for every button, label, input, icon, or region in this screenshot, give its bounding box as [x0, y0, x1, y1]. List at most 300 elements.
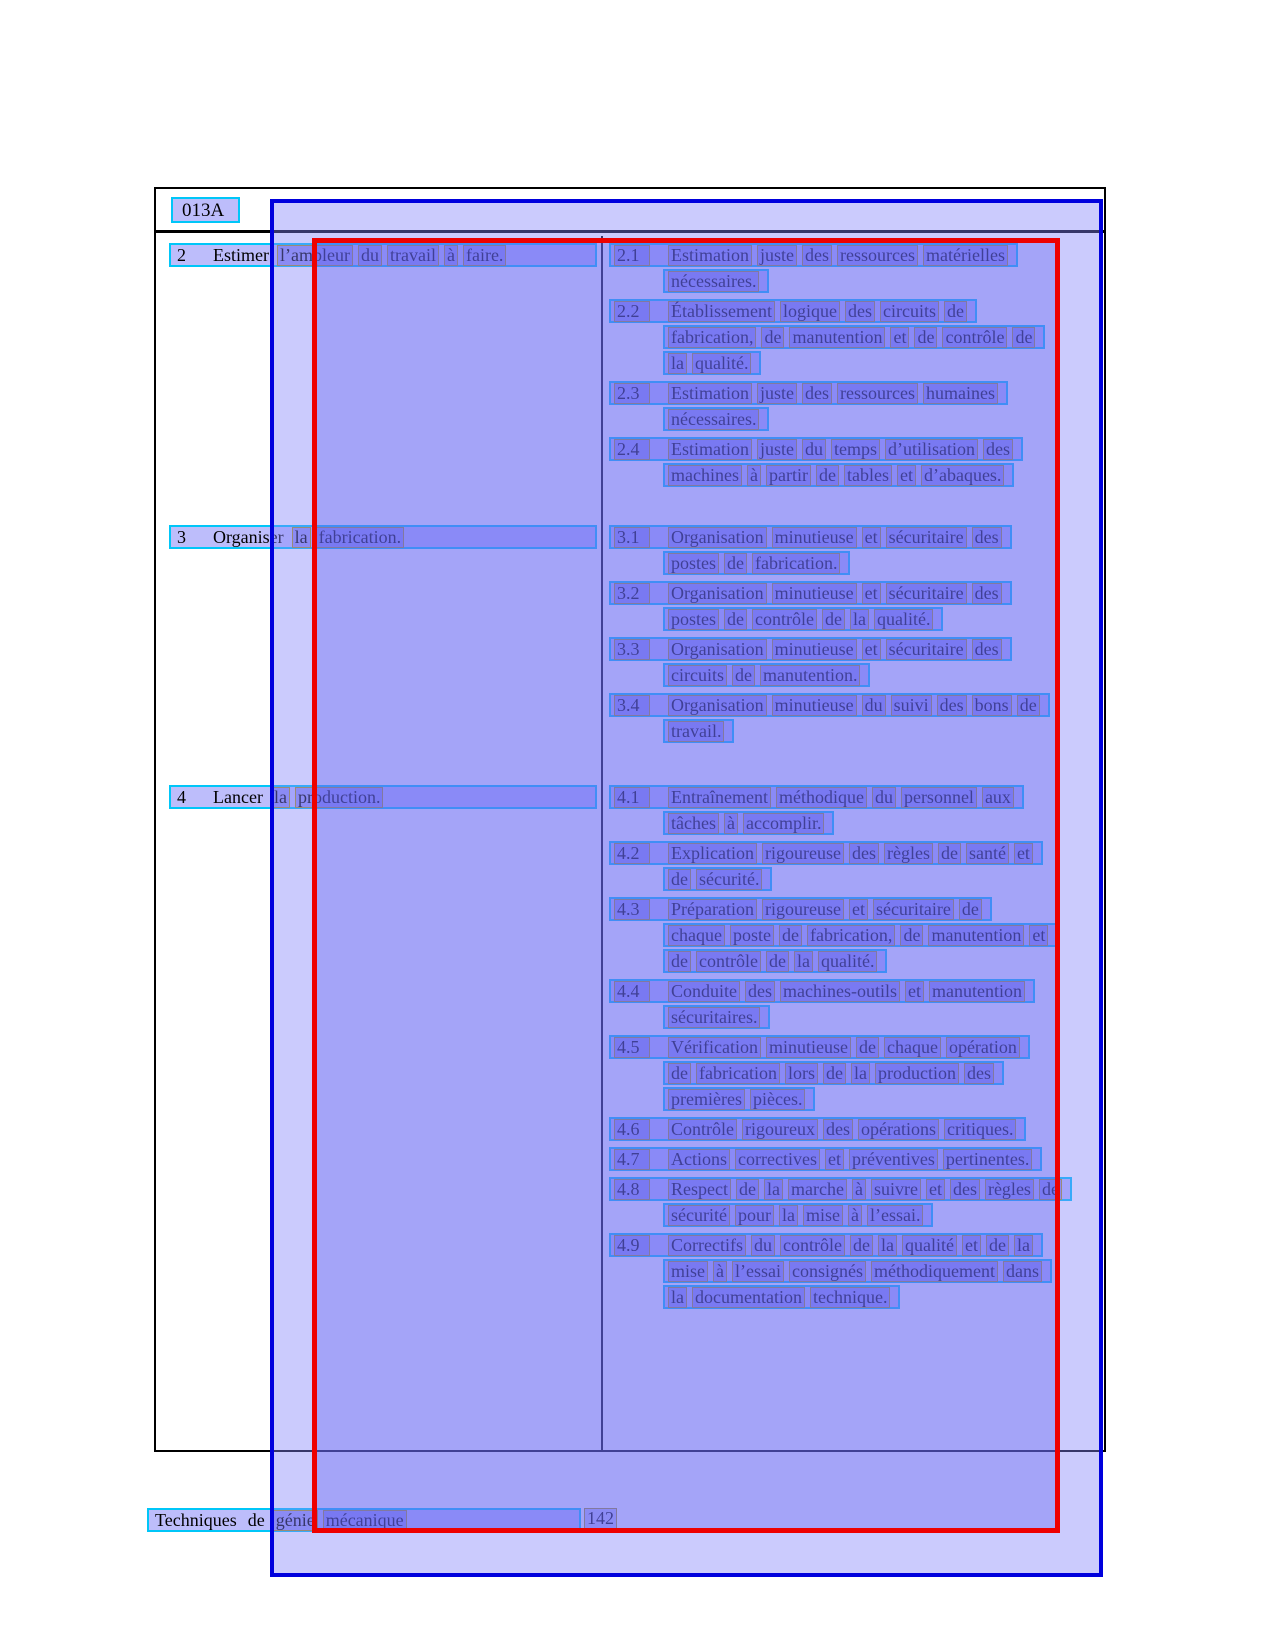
element-number: 3.1 [614, 527, 650, 548]
ocr-line-box [663, 269, 769, 293]
ocr-word-box: la [779, 1205, 798, 1226]
ocr-word-box: faire. [463, 245, 506, 266]
ocr-word-box: sécuritaire [886, 583, 967, 604]
ocr-word-box: et [825, 1149, 844, 1170]
ocr-word-box: technique. [810, 1287, 890, 1308]
ocr-word-box: qualité. [874, 609, 933, 630]
ocr-word-box: du [802, 439, 826, 460]
element-item [609, 299, 1104, 377]
ocr-word-box: critiques. [944, 1119, 1016, 1140]
ocr-word-box: fabrication. [316, 527, 404, 548]
ocr-word-box: de [1012, 327, 1035, 348]
text-line [609, 407, 1104, 433]
text-line [609, 299, 1104, 325]
ocr-word-box: de [816, 465, 839, 486]
ocr-line-box [663, 351, 761, 375]
ocr-word-box: des [802, 245, 832, 266]
ocr-word-box: pièces. [750, 1089, 805, 1110]
ocr-line-box [169, 785, 597, 809]
element-number: 4.8 [614, 1179, 650, 1200]
ocr-line-box [663, 949, 887, 973]
ocr-word-box: Organisation [668, 695, 767, 716]
ocr-word-box: minutieuse [766, 1037, 851, 1058]
ocr-word-box: fabrication, [668, 327, 756, 348]
ocr-word-box: de [736, 1179, 759, 1200]
ocr-line-box [609, 243, 1018, 267]
ocr-word-box: Estimer [213, 244, 269, 265]
ocr-word-box: Organisation [668, 527, 767, 548]
ocr-word-box: Organisation [668, 639, 767, 660]
text-line [609, 381, 1104, 407]
ocr-word-box: production. [295, 787, 384, 808]
text-line [609, 1087, 1104, 1113]
ocr-word-box: fabrication [696, 1063, 780, 1084]
element-number: 4.4 [614, 981, 650, 1002]
element-item [609, 979, 1104, 1031]
ocr-word-box: de [668, 951, 691, 972]
ocr-word-box: et [862, 583, 881, 604]
ocr-word-box: à [747, 465, 761, 486]
ocr-word-box: des [972, 583, 1002, 604]
column-divider [601, 236, 603, 1450]
ocr-word-box: pertinentes. [943, 1149, 1032, 1170]
ocr-line-box [609, 1177, 1072, 1201]
ocr-word-box: de [856, 1037, 879, 1058]
ocr-word-box: des [823, 1119, 853, 1140]
ocr-word-box: rigoureuse [762, 843, 844, 864]
text-line [609, 897, 1104, 923]
ocr-word-box: Correctifs [668, 1235, 746, 1256]
ocr-word-box: de [959, 899, 982, 920]
text-line [609, 663, 1104, 689]
ocr-word-box: des [983, 439, 1013, 460]
ocr-word-box: de [823, 1063, 846, 1084]
text-line [609, 325, 1104, 351]
competency-code: 013A [182, 199, 225, 221]
text-line [609, 1285, 1104, 1311]
ocr-word-box: à [848, 1205, 862, 1226]
ocr-word-box: l’essai [732, 1261, 784, 1282]
text-line [609, 719, 1104, 745]
ocr-word-box: des [937, 695, 967, 716]
ocr-word-box: de [668, 869, 691, 890]
ocr-line-box [663, 1285, 900, 1309]
ocr-line-box [663, 923, 1058, 947]
element-item [609, 437, 1104, 489]
ocr-word-box: sécuritaire [886, 639, 967, 660]
ocr-word-box: l’essai. [867, 1205, 923, 1226]
ocr-word-box: manutention [789, 327, 885, 348]
element-number: 4.5 [614, 1037, 650, 1058]
ocr-word-box: de [914, 327, 937, 348]
ocr-word-box: de [944, 301, 967, 322]
ocr-word-box: machines-outils [780, 981, 900, 1002]
ocr-line-box [609, 1035, 1030, 1059]
ocr-word-box: suivi [891, 695, 932, 716]
text-line [609, 693, 1104, 719]
ocr-word-box: de [724, 609, 747, 630]
ocr-word-box: minutieuse [772, 639, 857, 660]
text-line [609, 1177, 1104, 1203]
ocr-word-box: de [732, 665, 755, 686]
element-item [609, 1117, 1104, 1143]
ocr-word-box: de [779, 925, 802, 946]
ocr-line-box [663, 607, 943, 631]
section-row [156, 785, 1104, 1315]
ocr-word-box: premières [668, 1089, 745, 1110]
ocr-word-box: méthodique [776, 787, 867, 808]
footer-title-box [147, 1508, 581, 1532]
text-line [609, 1035, 1104, 1061]
ocr-word-box: lors [785, 1063, 818, 1084]
ocr-word-box: la [878, 1235, 897, 1256]
ocr-word-box: de [986, 1235, 1009, 1256]
ocr-word-box: postes [668, 609, 719, 630]
ocr-word-box: travail [387, 245, 439, 266]
ocr-word-box: préventives [849, 1149, 938, 1170]
text-line [609, 979, 1104, 1005]
ocr-word-box: santé [966, 843, 1009, 864]
ocr-word-box: circuits [668, 665, 727, 686]
ocr-word-box: logique [780, 301, 840, 322]
ocr-word-box: la [794, 951, 813, 972]
ocr-word-box: des [950, 1179, 980, 1200]
ocr-word-box: qualité. [818, 951, 877, 972]
ocr-word-box: des [964, 1063, 994, 1084]
ocr-word-box: temps [831, 439, 880, 460]
ocr-word-box: manutention. [760, 665, 860, 686]
ocr-word-box: Entraînement [668, 787, 771, 808]
ocr-word-box: sécuritaire [886, 527, 967, 548]
ocr-line-box [169, 243, 597, 267]
text-line [169, 525, 597, 551]
table-body [156, 236, 1104, 1450]
text-line [609, 437, 1104, 463]
element-item [609, 897, 1104, 975]
ocr-word-box: à [713, 1261, 727, 1282]
ocr-word-box: qualité. [692, 353, 751, 374]
ocr-word-box: fabrication. [752, 553, 840, 574]
element-item [609, 1147, 1104, 1173]
ocr-word-box: minutieuse [772, 527, 857, 548]
ocr-word-box: Organisation [668, 583, 767, 604]
text-line [609, 1203, 1104, 1229]
section-row [156, 525, 1104, 749]
ocr-line-box [609, 979, 1035, 1003]
ocr-line-box [609, 637, 1012, 661]
ocr-line-box [609, 897, 992, 921]
ocr-word-box: Explication [668, 843, 757, 864]
section-elements-cell [601, 525, 1104, 749]
ocr-word-box: la [668, 353, 687, 374]
text-line [609, 1233, 1104, 1259]
element-number: 3.3 [614, 639, 650, 660]
ocr-word-box: tables [844, 465, 892, 486]
ocr-word-box: méthodiquement [871, 1261, 998, 1282]
text-line [609, 1005, 1104, 1031]
ocr-word-box: consignés [789, 1261, 866, 1282]
ocr-word-box: tâches [668, 813, 719, 834]
text-line [609, 1061, 1104, 1087]
element-item [609, 243, 1104, 295]
ocr-word-box: de [938, 843, 961, 864]
ocr-word-box: ressources [837, 245, 918, 266]
ocr-word-box: et [849, 899, 868, 920]
element-number: 2.1 [614, 245, 650, 266]
table-header-row [156, 189, 1104, 233]
text-line [609, 351, 1104, 377]
footer-title-word: génie [273, 1510, 318, 1531]
ocr-word-box: chaque [884, 1037, 941, 1058]
ocr-word-box: des [845, 301, 875, 322]
text-line [609, 949, 1104, 975]
section-label-cell [156, 525, 601, 551]
ocr-word-box: de [822, 609, 845, 630]
ocr-word-box: contrôle [752, 609, 817, 630]
ocr-word-box: et [897, 465, 916, 486]
ocr-word-box: et [1029, 925, 1048, 946]
ocr-word-box: d’utilisation [885, 439, 978, 460]
ocr-word-box: règles [985, 1179, 1034, 1200]
ocr-line-box [609, 1233, 1043, 1257]
ocr-word-box: et [1014, 843, 1033, 864]
ocr-word-box: de [668, 1063, 691, 1084]
ocr-line-box [609, 525, 1012, 549]
ocr-word-box: et [862, 639, 881, 660]
text-line [609, 811, 1104, 837]
ocr-word-box: bons [972, 695, 1012, 716]
ocr-word-box: des [745, 981, 775, 1002]
ocr-line-box [663, 663, 870, 687]
section-number: 4 [177, 786, 186, 807]
ocr-line-box [609, 581, 1012, 605]
ocr-word-box: Établissement [668, 301, 775, 322]
ocr-word-box: Estimation [668, 439, 752, 460]
element-number: 4.6 [614, 1119, 650, 1140]
ocr-word-box: à [444, 245, 458, 266]
element-number: 2.3 [614, 383, 650, 404]
ocr-line-box [663, 1259, 1052, 1283]
ocr-word-box: travail. [668, 721, 724, 742]
text-line [609, 785, 1104, 811]
text-line [609, 269, 1104, 295]
ocr-word-box: Organiser [213, 526, 284, 547]
ocr-word-box: Estimation [668, 383, 752, 404]
ocr-line-box [663, 463, 1014, 487]
text-line [609, 607, 1104, 633]
ocr-line-box [171, 197, 240, 223]
ocr-word-box: et [905, 981, 924, 1002]
ocr-word-box: juste [757, 439, 797, 460]
ocr-line-box [609, 437, 1023, 461]
ocr-line-box [663, 719, 734, 743]
ocr-word-box: juste [757, 245, 797, 266]
ocr-line-box [663, 811, 834, 835]
text-line [609, 867, 1104, 893]
section-number: 2 [177, 244, 186, 265]
ocr-word-box: de [1039, 1179, 1062, 1200]
ocr-word-box: et [890, 327, 909, 348]
text-line [609, 243, 1104, 269]
ocr-word-box: nécessaires. [668, 271, 759, 292]
text-line [609, 581, 1104, 607]
ocr-word-box: à [724, 813, 738, 834]
ocr-word-box: poste [730, 925, 774, 946]
section-number: 3 [177, 526, 186, 547]
ocr-word-box: marche [788, 1179, 847, 1200]
ocr-word-box: pour [735, 1205, 774, 1226]
ocr-word-box: accomplir. [743, 813, 824, 834]
ocr-word-box: à [852, 1179, 866, 1200]
sections-container [156, 236, 1104, 1315]
ocr-word-box: mise [803, 1205, 843, 1226]
ocr-word-box: rigoureux [742, 1119, 818, 1140]
ocr-word-box: d’abaques. [921, 465, 1004, 486]
ocr-word-box: du [862, 695, 886, 716]
ocr-word-box: de [766, 951, 789, 972]
ocr-word-box: matérielles [923, 245, 1008, 266]
element-number: 4.9 [614, 1235, 650, 1256]
text-line [169, 785, 597, 811]
ocr-word-box: et [862, 527, 881, 548]
ocr-word-box: contrôle [780, 1235, 845, 1256]
ocr-word-box: de [1017, 695, 1040, 716]
text-line [609, 463, 1104, 489]
ocr-word-box: partir [766, 465, 811, 486]
ocr-line-box [663, 407, 769, 431]
ocr-word-box: rigoureuse [762, 899, 844, 920]
ocr-word-box: mise [668, 1261, 708, 1282]
ocr-word-box: et [926, 1179, 945, 1200]
ocr-line-box [609, 785, 1024, 809]
element-number: 2.4 [614, 439, 650, 460]
ocr-word-box: sécurité [668, 1205, 730, 1226]
footer-title-word: de [247, 1509, 265, 1530]
ocr-line-box [663, 1005, 770, 1029]
ocr-word-box: postes [668, 553, 719, 574]
ocr-word-box: Conduite [668, 981, 740, 1002]
text-line [609, 551, 1104, 577]
ocr-word-box: des [972, 527, 1002, 548]
ocr-word-box: juste [757, 383, 797, 404]
ocr-word-box: documentation [692, 1287, 805, 1308]
ocr-word-box: manutention [928, 925, 1024, 946]
ocr-line-box [663, 551, 850, 575]
ocr-line-box [663, 325, 1045, 349]
element-number: 4.1 [614, 787, 650, 808]
ocr-word-box: la [271, 787, 290, 808]
ocr-word-box: Respect [668, 1179, 731, 1200]
ocr-word-box: ressources [837, 383, 918, 404]
ocr-word-box: du [872, 787, 896, 808]
ocr-word-box: de [724, 553, 747, 574]
ocr-word-box: la [292, 527, 311, 548]
text-line [609, 923, 1104, 949]
ocr-word-box: du [358, 245, 382, 266]
ocr-word-box: Actions [668, 1149, 730, 1170]
ocr-line-box [609, 1147, 1042, 1171]
ocr-word-box: sécuritaires. [668, 1007, 760, 1028]
text-line [609, 1147, 1104, 1173]
ocr-word-box: qualité [902, 1235, 957, 1256]
ocr-line-box [609, 693, 1050, 717]
ocr-word-box: Estimation [668, 245, 752, 266]
ocr-word-box: fabrication, [807, 925, 895, 946]
element-item [609, 381, 1104, 433]
ocr-word-box: Vérification [668, 1037, 761, 1058]
footer-title-word: mécanique [323, 1510, 407, 1531]
ocr-word-box: dans [1003, 1261, 1042, 1282]
element-number: 4.3 [614, 899, 650, 920]
footer-title-word: Techniques [155, 1509, 237, 1530]
element-number: 2.2 [614, 301, 650, 322]
ocr-line-box [609, 299, 977, 323]
ocr-word-box: des [849, 843, 879, 864]
element-number: 4.2 [614, 843, 650, 864]
ocr-line-box [169, 525, 597, 549]
ocr-word-box: opération [946, 1037, 1020, 1058]
ocr-line-box [609, 1117, 1026, 1141]
ocr-word-box: opérations [858, 1119, 939, 1140]
ocr-line-box [663, 1087, 815, 1111]
ocr-word-box: suivre [871, 1179, 921, 1200]
element-item [609, 637, 1104, 689]
ocr-word-box: contrôle [942, 327, 1007, 348]
page-footer [147, 1508, 622, 1532]
ocr-word-box: aux [982, 787, 1014, 808]
ocr-line-box [663, 867, 772, 891]
ocr-word-box: la [764, 1179, 783, 1200]
ocr-word-box: des [972, 639, 1002, 660]
section-label-cell [156, 785, 601, 811]
text-line [169, 243, 597, 269]
ocr-word-box: de [900, 925, 923, 946]
ocr-word-box: contrôle [696, 951, 761, 972]
element-item [609, 581, 1104, 633]
text-line [609, 1259, 1104, 1285]
ocr-word-box: chaque [668, 925, 725, 946]
section-elements-cell [601, 785, 1104, 1315]
element-item [609, 1177, 1104, 1229]
ocr-word-box: minutieuse [772, 583, 857, 604]
element-number: 3.2 [614, 583, 650, 604]
document-table [154, 187, 1106, 1452]
text-line [609, 637, 1104, 663]
ocr-word-box: sécurité. [696, 869, 762, 890]
ocr-word-box: personnel [901, 787, 977, 808]
ocr-word-box: Préparation [668, 899, 757, 920]
element-item [609, 693, 1104, 745]
ocr-word-box: du [751, 1235, 775, 1256]
page-number-box: 142 [584, 1508, 617, 1529]
section-row [156, 243, 1104, 493]
ocr-word-box: Lancer [213, 786, 263, 807]
ocr-word-box: sécuritaire [873, 899, 954, 920]
element-item [609, 1035, 1104, 1113]
ocr-line-box [609, 381, 1008, 405]
ocr-word-box: minutieuse [772, 695, 857, 716]
ocr-word-box: circuits [880, 301, 939, 322]
ocr-word-box: l’ampleur [277, 245, 353, 266]
ocr-word-box: règles [884, 843, 933, 864]
ocr-word-box: humaines [923, 383, 998, 404]
ocr-word-box: de [850, 1235, 873, 1256]
ocr-word-box: de [761, 327, 784, 348]
ocr-word-box: manutention [929, 981, 1025, 1002]
ocr-word-box: Contrôle [668, 1119, 737, 1140]
ocr-line-box [663, 1061, 1004, 1085]
element-item [609, 525, 1104, 577]
